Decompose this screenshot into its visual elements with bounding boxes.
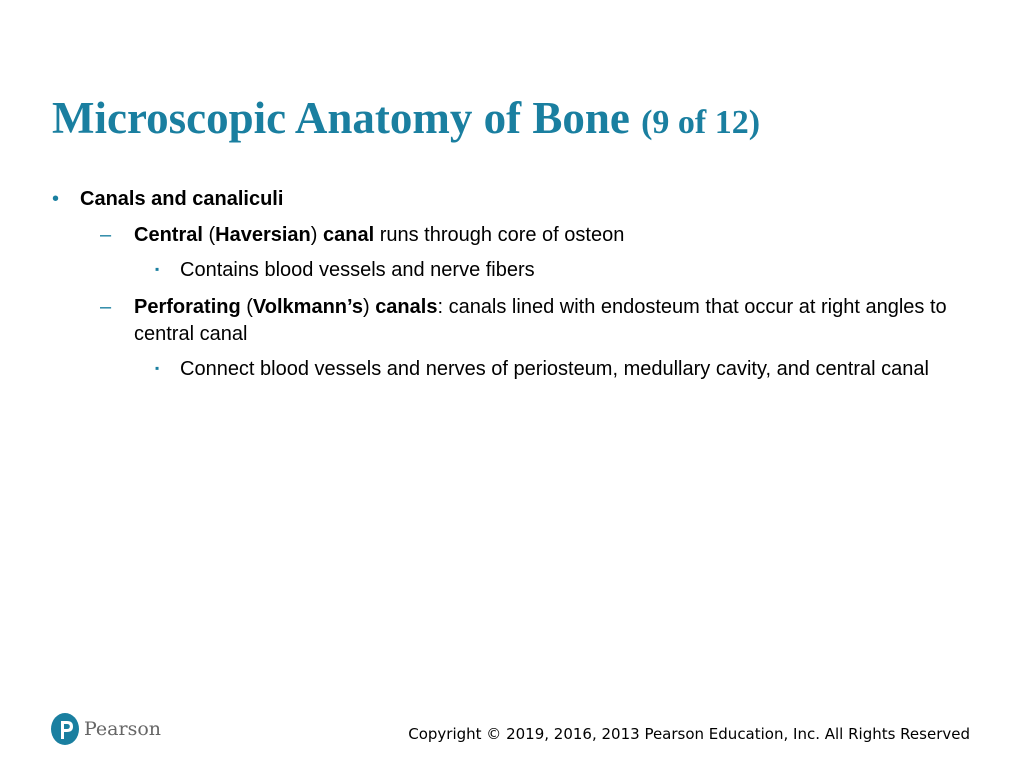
bullet-dot-icon: • <box>52 188 60 210</box>
dash-bullet-icon: – <box>100 296 112 318</box>
bullet-level2-central-canal <box>100 222 974 249</box>
bullet-level2-perforating-canals <box>100 294 974 348</box>
perforating-description: : canals lined with endosteum that occur at right angles to central canal <box>134 296 947 345</box>
term-central: Central <box>134 224 203 246</box>
bullet-level3-central-sub <box>155 257 980 284</box>
paren-open: ( <box>208 224 216 246</box>
term-canals: canals <box>375 296 438 318</box>
dash-bullet-icon: – <box>100 224 112 246</box>
title-main: Microscopic Anatomy of Bone <box>52 93 630 143</box>
square-bullet-icon: ▪ <box>155 262 160 276</box>
term-canal: canal <box>323 224 375 246</box>
title-suffix: (9 of 12) <box>641 104 761 141</box>
term-perforating: Perforating <box>134 296 241 318</box>
paren-open: ( <box>246 296 253 318</box>
copyright-notice: Copyright © 2019, 2016, 2013 Pearson Education, Inc. All Rights Reserved <box>408 725 970 743</box>
bullet-text: Contains blood vessels and nerve fibers <box>180 259 535 281</box>
paren-close: ) <box>310 224 318 246</box>
bullet-level3-perforating-sub <box>155 356 980 383</box>
pearson-p-logo-icon <box>50 712 80 746</box>
paren-close: ) <box>362 296 370 318</box>
pearson-wordmark: Pearson <box>84 718 162 740</box>
term-volkmanns: Volkmann’s <box>252 296 363 318</box>
bullet-level1-canals <box>52 186 980 213</box>
central-description: runs through core of osteon <box>379 224 625 246</box>
bullet-text: Canals and canaliculi <box>80 188 284 210</box>
bullet-text: Connect blood vessels and nerves of periosteum, medullary cavity, and central canal <box>180 358 929 380</box>
pearson-logo <box>50 712 161 746</box>
square-bullet-icon: ▪ <box>155 361 160 375</box>
term-haversian: Haversian <box>215 224 311 246</box>
slide-title <box>52 92 760 149</box>
